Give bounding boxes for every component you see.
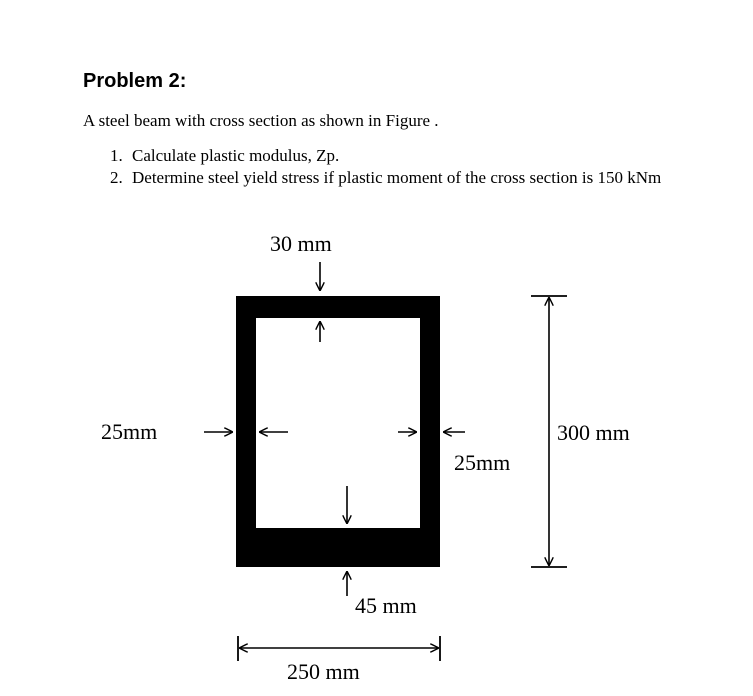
width-label: 250 mm [287, 659, 360, 684]
task-number: 2. [110, 168, 123, 187]
bottom-flange-label: 45 mm [355, 593, 417, 618]
task-text: Calculate plastic modulus, Zp. [132, 146, 340, 165]
left-web-label: 25mm [101, 419, 158, 444]
problem-intro: A steel beam with cross section as shown in Figure . [83, 111, 439, 130]
top-flange-label: 30 mm [270, 231, 332, 256]
task-text: Determine steel yield stress if plastic moment of the cross section is 150 kNm [132, 168, 662, 187]
right-web-label: 25mm [454, 450, 511, 475]
task-number: 1. [110, 146, 123, 165]
problem-heading: Problem 2: [83, 70, 187, 92]
height-label: 300 mm [557, 420, 630, 445]
